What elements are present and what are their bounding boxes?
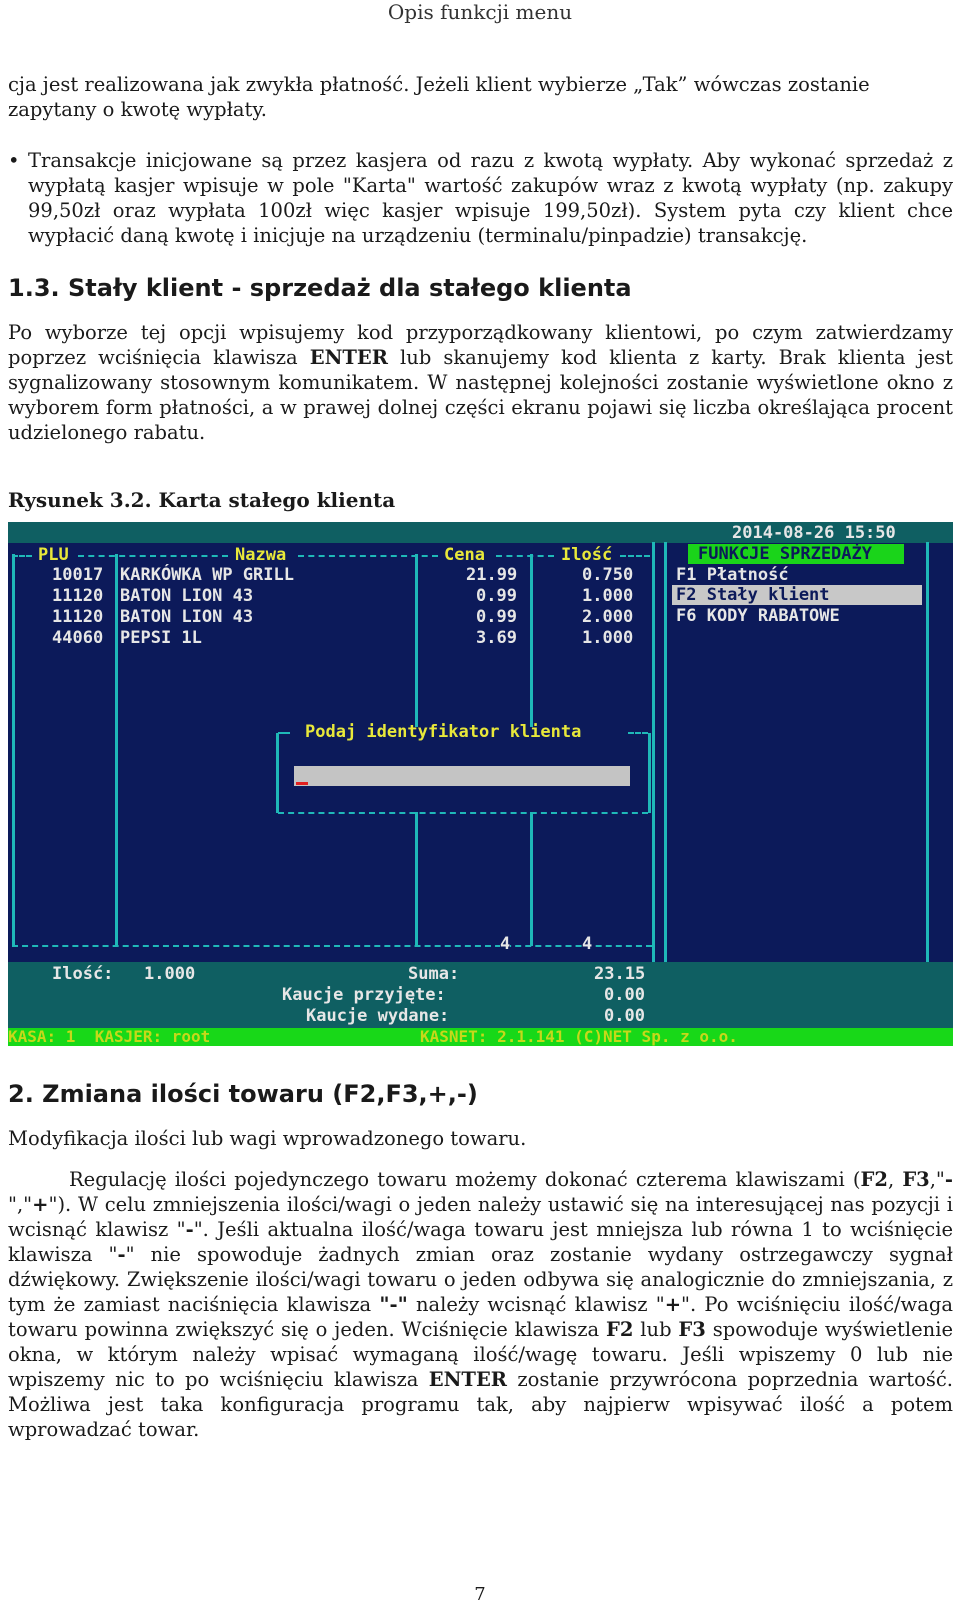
para-text: , <box>887 1168 903 1191</box>
row-plu: 11120 <box>52 607 104 627</box>
text-cursor <box>296 782 308 785</box>
row-cena: 0.99 <box>476 586 517 606</box>
para-text: lub <box>633 1318 679 1341</box>
key-minus-quoted: "-" <box>379 1293 408 1316</box>
table-header-line <box>12 555 32 557</box>
para-text: lub skanujemy kod klienta z karty. Brak klienta jest sygnalizowany stosownym komunikatem. W następnej kolejności zostanie wyświetlone okno z wyborem form płatności, a w prawej dolnej części ekranu pojawi się liczba określająca procent udzielonego rabatu. <box>8 346 954 444</box>
intro-line-1: cja jest realizowana jak zwykła płatność. Jeżeli klient wybierze „Tak” wówczas zostanie <box>8 73 870 96</box>
key-minus: - <box>117 1243 126 1266</box>
ilosc-label: Ilość: <box>52 964 114 984</box>
menu-item-platnosc[interactable]: F1 Płatność <box>676 565 789 585</box>
suma-label: Suma: <box>408 964 460 984</box>
dialog-border-top <box>278 732 290 734</box>
counter-left: 4 <box>500 934 511 954</box>
row-plu: 10017 <box>52 565 104 585</box>
running-header: Opis funkcji menu <box>387 0 573 24</box>
table-border-right <box>652 542 655 962</box>
para-text: "," <box>8 1193 33 1216</box>
row-nazwa: BATON LION 43 <box>120 586 254 606</box>
para-text: ". Jeśli aktualna ilość/waga towaru jest mniejsza lub równa 1 to wciśnięcie klawisza " <box>8 1218 954 1266</box>
key-minus: - <box>185 1218 194 1241</box>
row-plu: 11120 <box>52 586 104 606</box>
table-header-line <box>620 555 650 557</box>
column-header-nazwa: Nazwa <box>235 545 287 565</box>
key-f2: F2 <box>860 1168 888 1191</box>
table-bottom-line <box>12 945 652 947</box>
page-number: 7 <box>474 1584 486 1605</box>
intro-line-2: zapytany o kwotę wypłaty. <box>8 98 267 121</box>
key-enter: ENTER <box>428 1368 508 1391</box>
dialog-border-top <box>628 732 648 734</box>
row-ilosc: 0.750 <box>582 565 634 585</box>
bullet-icon: • <box>8 149 20 172</box>
dialog-border-bottom <box>278 812 648 814</box>
kaucje-wydane-label: Kaucje wydane: <box>306 1006 450 1026</box>
bullet-item <box>8 148 953 248</box>
row-nazwa: BATON LION 43 <box>120 607 254 627</box>
key-f2: F2 <box>605 1318 634 1341</box>
column-header-ilosc: Ilość <box>561 545 613 565</box>
section-1-3-paragraph <box>8 320 953 445</box>
counter-right: 4 <box>582 934 593 954</box>
para-text: spowoduje wyświetlenie okna, w którym należy wpisać wymaganą ilość/wagę towaru. Jeśli wpiszemy 0 lub nie wpiszemy nic to po wciśnięciu klawisza <box>8 1318 953 1391</box>
menu-title: FUNKCJE SPRZEDAŻY <box>698 544 872 564</box>
bullet-text: Transakcje inicjowane są przez kasjera od razu z kwotą wypłaty. Aby wykonać sprzedaż z wypłatą kasjer wpisuje w pole "Karta" wartość zakupów wraz z kwotą wypłaty (np. zakupy 99,50zł oraz wypłata 100zł więc kasjer wpisuje 199,50zł). System pyta czy klient chce wypłacić daną kwotę i inicjuje na urządzeniu (terminalu/pinpadzie) transakcję. <box>28 149 953 247</box>
status-right: KASNET: 2.1.141 (C)NET Sp. z o.o. <box>420 1027 738 1046</box>
dialog-border-right <box>648 733 651 813</box>
menu-border-right <box>926 542 929 962</box>
row-plu: 44060 <box>52 628 104 648</box>
column-divider <box>115 554 118 946</box>
row-cena: 21.99 <box>466 565 518 585</box>
kaucje-przyjete-label: Kaucje przyjęte: <box>282 985 446 1005</box>
menu-item-staly-klient[interactable]: F2 Stały klient <box>676 585 830 605</box>
column-header-plu: PLU <box>38 545 69 565</box>
key-f3: F3 <box>678 1318 706 1341</box>
row-cena: 0.99 <box>476 607 517 627</box>
section-heading-1-3: 1.3. Stały klient - sprzedaż dla stałego klienta <box>8 274 632 302</box>
section-2-paragraph <box>8 1167 953 1442</box>
row-cena: 3.69 <box>476 628 517 648</box>
row-nazwa: KARKÓWKA WP GRILL <box>120 565 294 585</box>
row-ilosc: 2.000 <box>582 607 634 627</box>
table-border-left <box>12 554 15 946</box>
para-text: zostanie przywrócona poprzednia wartość. Możliwa jest taka konfiguracja programu tak, aby najpierw wpisywać ilość a potem wprowadzać towar. <box>8 1368 954 1441</box>
enter-key: ENTER <box>309 346 388 369</box>
column-header-cena: Cena <box>444 545 485 565</box>
section-heading-2: 2. Zmiana ilości towaru (F2,F3,+,-) <box>8 1080 478 1108</box>
row-ilosc: 1.000 <box>582 628 634 648</box>
status-left: KASA: 1 KASJER: root <box>8 1027 211 1046</box>
menu-item-kody-rabatowe[interactable]: F6 KODY RABATOWE <box>676 606 840 626</box>
table-header-line <box>496 555 554 557</box>
para-text: ," <box>929 1168 945 1191</box>
menu-border-left <box>664 542 667 962</box>
para-text: Regulację ilości pojedynczego towaru możemy dokonać czterema klawiszami ( <box>69 1168 861 1191</box>
suma-value: 23.15 <box>594 964 646 984</box>
para-text: " nie spowoduje żadnych zmian oraz zostanie wydany ostrzegawczy sygnał dźwiękowy. Zwiększenie ilości/wagi towaru o jeden odbywa się analogicznie do zmniejszania, z tym że zamiast naciśnięcia klawisza <box>8 1243 953 1316</box>
table-header-line <box>78 555 228 557</box>
intro-paragraph <box>8 72 953 122</box>
row-ilosc: 1.000 <box>582 586 634 606</box>
kaucje-wydane-value: 0.00 <box>604 1006 645 1026</box>
row-nazwa: PEPSI 1L <box>120 628 202 648</box>
para-text: "). W celu zmniejszenia ilości/wagi o jeden należy ustawić się na interesującej nas pozycji i wcisnąć klawisz " <box>8 1193 953 1241</box>
kaucje-przyjete-value: 0.00 <box>604 985 645 1005</box>
key-plus: + <box>32 1193 49 1216</box>
para-text: Po wyborze tej opcji wpisujemy kod przyporządkowany klientowi, po czym zatwierdzamy poprzez wciśnięcia klawisza <box>8 321 953 369</box>
dialog-title: Podaj identyfikator klienta <box>305 722 582 742</box>
key-plus: + <box>664 1293 682 1316</box>
key-minus: - <box>944 1168 953 1191</box>
para-text: należy wcisnąć klawisz " <box>407 1293 665 1316</box>
customer-id-input[interactable] <box>294 766 630 786</box>
key-f3: F3 <box>902 1168 930 1191</box>
figure-caption: Rysunek 3.2. Karta stałego klienta <box>8 488 396 512</box>
section-2-intro: Modyfikacja ilości lub wagi wprowadzonego towaru. <box>8 1127 527 1150</box>
para-text: ". Po wciśnięciu ilość/waga towaru powinna zwiększyć się o jeden. Wciśnięcie klawisza <box>8 1293 953 1341</box>
ilosc-value: 1.000 <box>144 964 196 984</box>
dialog-border-left <box>276 733 279 813</box>
terminal-datetime: 2014-08-26 15:50 <box>732 523 896 543</box>
pos-terminal-screenshot <box>8 522 953 1046</box>
